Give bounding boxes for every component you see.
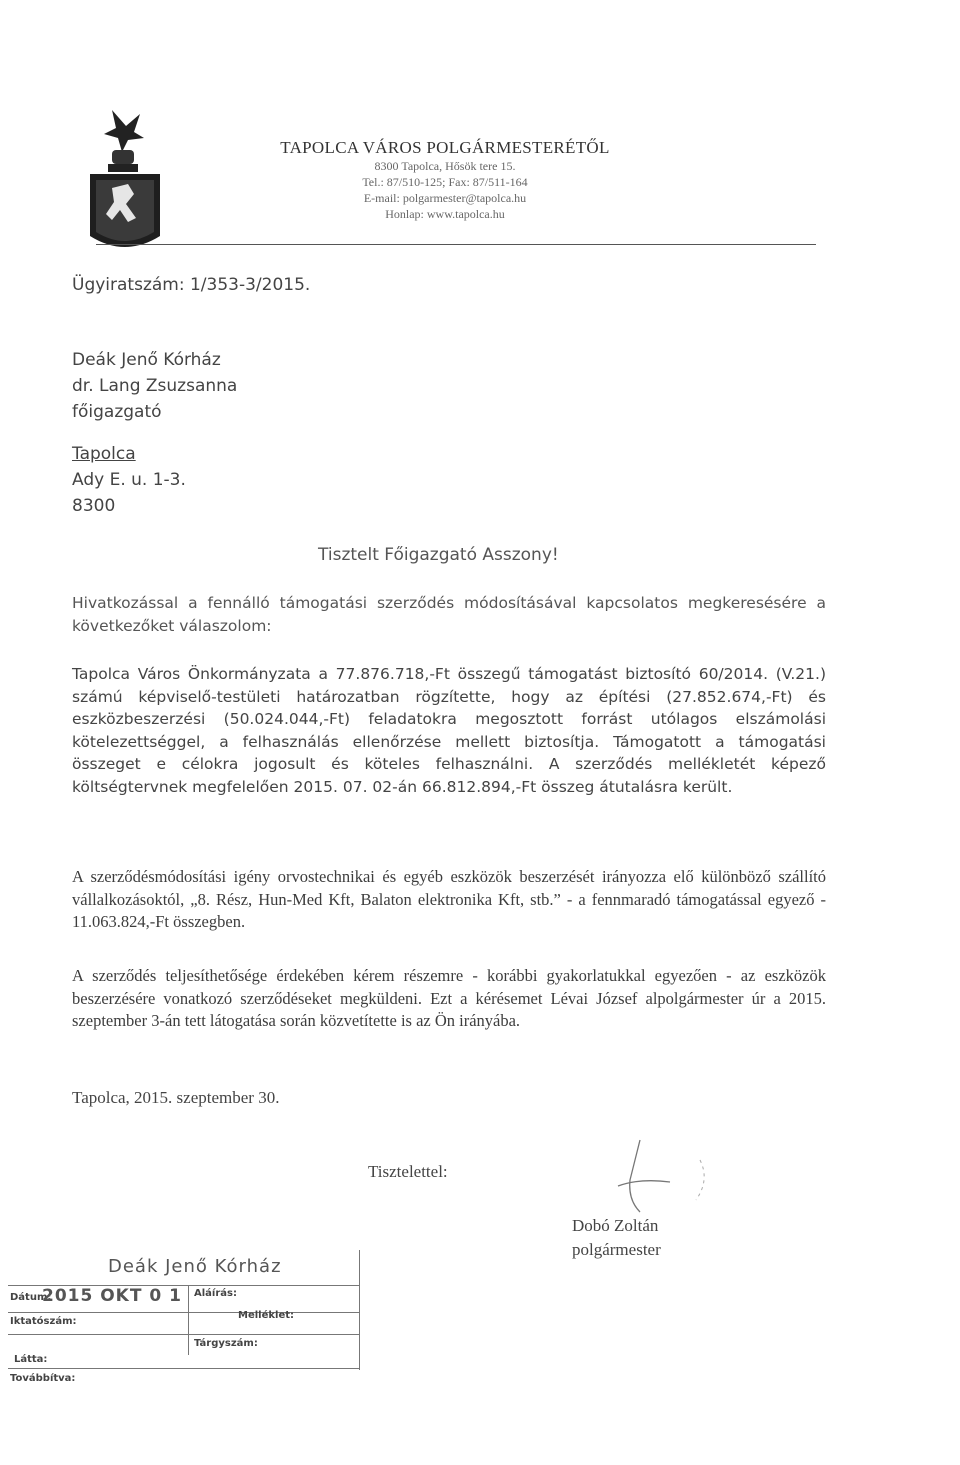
city-crest-logo	[82, 108, 168, 258]
letterhead-email: E-mail: polgarmester@tapolca.hu	[363, 191, 527, 205]
letterhead	[270, 138, 620, 222]
recipient-title: főigazgató	[72, 402, 162, 422]
stamp-attachment-label: Melléklet:	[238, 1310, 295, 1321]
letterhead-address: 8300 Tapolca, Hősök tere 15.	[374, 159, 516, 173]
letterhead-phone: Tel.: 87/510-125; Fax: 87/511-164	[362, 175, 528, 189]
stamp-row-divider	[8, 1334, 360, 1335]
stamp-date-value: 2015 OKT 0 1	[42, 1286, 182, 1306]
stamp-seen-label: Látta:	[14, 1354, 48, 1365]
stamp-column-divider	[188, 1285, 189, 1355]
stamp-forwarded-label: Továbbítva:	[10, 1373, 76, 1384]
recipient-org: Deák Jenő Kórház	[72, 350, 221, 370]
recipient-address	[72, 441, 186, 519]
stamp-signature-label: Aláírás:	[194, 1288, 237, 1299]
recipient-name: dr. Lang Zsuzsanna	[72, 376, 238, 396]
body-paragraph-3: A szerződésmódosítási igény orvostechnikai és egyéb eszközök beszerzését irányozza elő különböző szállító vállalkozásoktól, „8. Rész, Hun-Med Kft, Balaton elektronika Kft, stb.” - a fennmaradó támogatással egyező - 11.063.824,-Ft összegben.	[72, 867, 826, 931]
header-divider	[96, 244, 816, 245]
stamp-row-divider	[8, 1368, 360, 1369]
stamp-right-border	[359, 1250, 360, 1370]
recipient-block	[72, 347, 237, 425]
salutation: Tisztelt Főigazgató Asszony!	[318, 545, 559, 565]
recipient-city: Tapolca	[72, 444, 136, 464]
signatory-block	[572, 1214, 661, 1262]
stamp-filing-label: Iktatószám:	[10, 1316, 77, 1327]
registry-stamp	[8, 1250, 360, 1400]
stamp-subject-label: Tárgyszám:	[194, 1338, 258, 1349]
closing: Tisztelettel:	[368, 1162, 448, 1181]
stamp-date-label: Dátum:	[10, 1292, 52, 1303]
stamp-title: Deák Jenő Kórház	[108, 1256, 282, 1277]
body-paragraph-1: Hivatkozással a fennálló támogatási szerződés módosításával kapcsolatos megkeresésére a következőket válaszolom:	[72, 594, 826, 635]
recipient-zip: 8300	[72, 496, 116, 516]
stamp-row-divider	[8, 1312, 360, 1313]
body-paragraph-4: A szerződés teljesíthetősége érdekében kérem részemre - korábbi gyakorlatukkal egyezően - az eszközök beszerzésére vonatkozó szerződéseket megküldeni. Ezt a kérésemet Lévai József alpolgármester úr a 2015. szeptember 3-án tett látogatása során közvetítette is az Ön irányába.	[72, 966, 826, 1030]
letterhead-org: TAPOLCA VÁROS POLGÁRMESTERÉTŐL	[280, 138, 610, 157]
signatory-name: Dobó Zoltán	[572, 1216, 659, 1235]
date-line: Tapolca, 2015. szeptember 30.	[72, 1088, 280, 1107]
body-paragraph-2: Tapolca Város Önkormányzata a 77.876.718,-Ft összegű támogatást biztosító 60/2014. (V.21.) számú képviselő-testületi határozatban rögzítette, hogy az építési (27.852.674,-Ft) és eszközbeszerzési (50.024.044,-Ft) feladatokra megosztott forrást utólagos elszámolási kötelezettséggel, a felhasználás ellenőrzése mellett biztosítja. Támogatott a támogatási összeget e célokra jogosult és köteles felhasználni. A szerződés mellékletét képező költségtervnek megfelelően 2015. 07. 02-án 66.812.894,-Ft összeg átutalásra került.	[72, 665, 826, 796]
signatory-title: polgármester	[572, 1240, 661, 1259]
letterhead-web: Honlap: www.tapolca.hu	[385, 207, 505, 221]
recipient-street: Ady E. u. 1-3.	[72, 470, 186, 490]
handwritten-signature	[600, 1130, 730, 1220]
file-reference: Ügyiratszám: 1/353-3/2015.	[72, 275, 311, 295]
